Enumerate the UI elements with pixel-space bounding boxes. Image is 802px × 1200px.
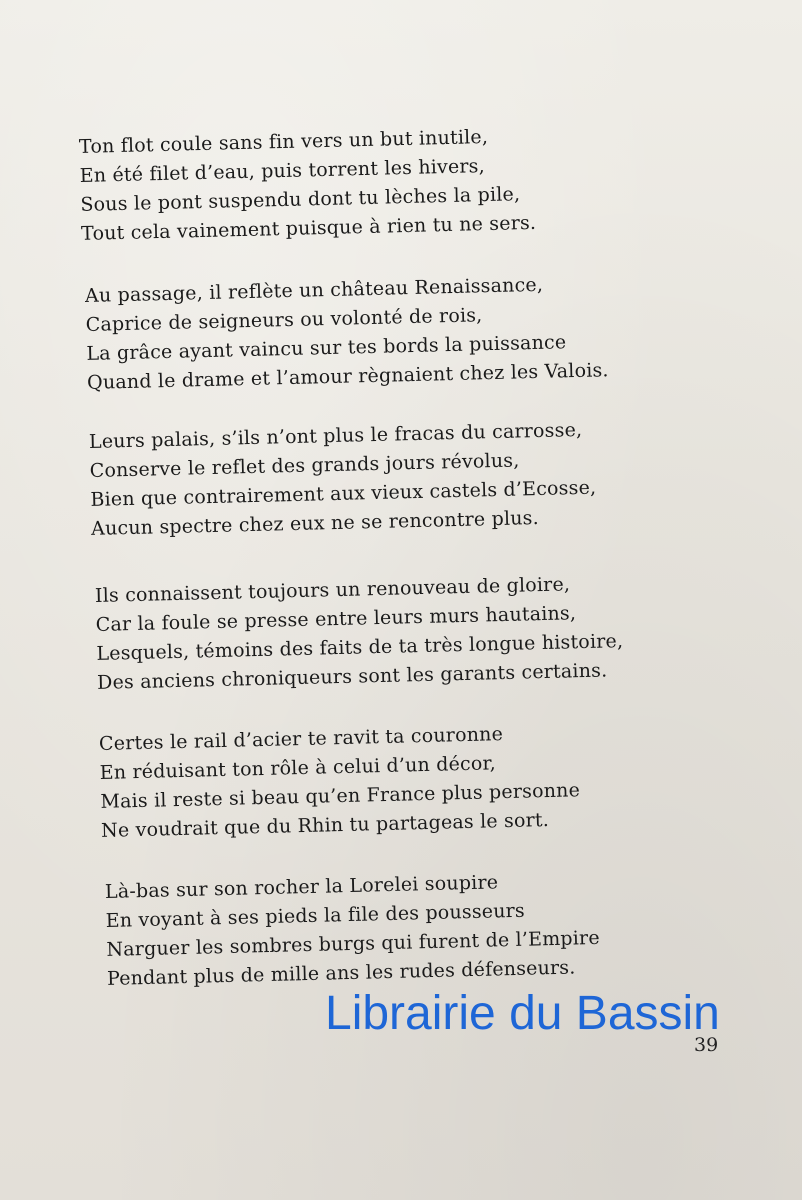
poem-line: Là-bas sur son rocher la Lorelei soupire xyxy=(104,871,499,903)
poem-line: Ils connaissent toujours un renouveau de gloire, xyxy=(94,573,571,607)
poem-line: Certes le rail d’acier te ravit ta couronne xyxy=(98,723,504,755)
poem-line: Ne voudrait que du Rhin tu partageas le sort. xyxy=(100,808,550,842)
poem-line: Bien que contrairement aux vieux castels d’Ecosse, xyxy=(90,476,597,511)
poem-line: La grâce ayant vaincu sur tes bords la puissance xyxy=(86,331,567,365)
poem-line: En voyant à ses pieds la file des pousseurs xyxy=(105,899,526,932)
poem-line: En été filet d’eau, puis torrent les hivers, xyxy=(79,155,486,187)
poem-line: Conserve le reflet des grands jours révolus, xyxy=(89,449,520,482)
poem-line: Narguer les sombres burgs qui furent de l’Empire xyxy=(106,926,601,961)
poem-line: Lesquels, témoins des faits de ta très longue histoire, xyxy=(96,630,624,665)
poem-line: Mais il reste si beau qu’en France plus personne xyxy=(100,779,581,813)
page-number: 39 xyxy=(694,1034,719,1056)
poem-line: Leurs palais, s’ils n’ont plus le fracas du carrosse, xyxy=(88,418,583,453)
poem-line: Pendant plus de mille ans les rudes défenseurs. xyxy=(106,956,576,990)
poem-line: Car la foule se presse entre leurs murs hautains, xyxy=(95,602,577,636)
poem-line: Caprice de seigneurs ou volonté de rois, xyxy=(85,304,483,336)
poem-line: Ton flot coule sans fin vers un but inutile, xyxy=(78,125,489,158)
poem-line: Au passage, il reflète un château Renaissance, xyxy=(84,273,544,307)
poem-line: Aucun spectre chez eux ne se rencontre plus. xyxy=(90,506,540,540)
poem-line: Des anciens chroniqueurs sont les garants certains. xyxy=(96,659,608,694)
poem-line: Sous le pont suspendu dont tu lèches la pile, xyxy=(80,183,521,216)
poem-line: Tout cela vainement puisque à rien tu ne sers. xyxy=(80,211,537,245)
poem-line: Quand le drame et l’amour règnaient chez les Valois. xyxy=(86,359,609,394)
watermark: Librairie du Bassin xyxy=(325,987,720,1040)
poem-line: En réduisant ton rôle à celui d’un décor, xyxy=(99,752,497,784)
